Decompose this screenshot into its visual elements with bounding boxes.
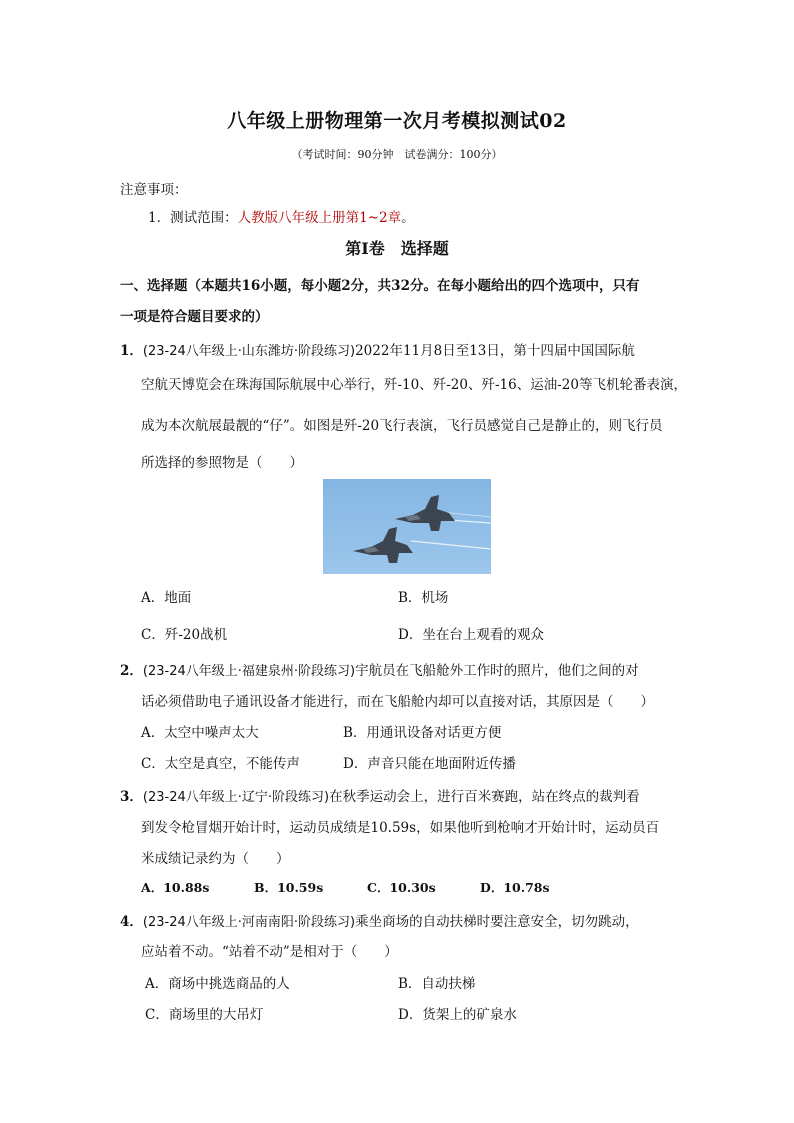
question-text: 宇航员在飞船舱外工作时的照片，他们之间的对 — [355, 663, 639, 679]
question-number: 3． — [120, 789, 143, 805]
q2-option-a: A．太空中噪声太大 — [141, 725, 259, 741]
question-text: 乘坐商场的自动扶梯时要注意安全，切勿跳动， — [355, 914, 639, 930]
j20-jets-photo — [323, 479, 491, 574]
q4-option-b: B．自动扶梯 — [398, 976, 476, 992]
question-source: (23-24八年级上·河南南阳·阶段练习) — [142, 915, 356, 930]
question-1-line-3: 成为本次航展最靓的“仔”。如图是歼-20飞行表演，飞行员感觉自己是静止的，则飞行员 — [141, 418, 663, 434]
question-source: (23-24八年级上·山东潍坊·阶段练习) — [142, 344, 356, 359]
jet-upper-icon — [395, 495, 455, 531]
question-text: 2022年11月8日至13日，第十四届中国国际航 — [355, 343, 635, 359]
part-heading-line1: 一、选择题（本题共16小题，每小题2分，共32分。在每小题给出的四个选项中，只有 — [120, 278, 640, 294]
q1-option-c: C．歼-20战机 — [141, 627, 228, 643]
q4-option-a: A．商场中挑选商品的人 — [145, 976, 290, 992]
q3-option-d: D．10.78s — [480, 880, 550, 895]
q1-option-b: B．机场 — [398, 590, 449, 606]
q1-option-a: A．地面 — [141, 590, 192, 606]
question-1-line-4: 所选择的参照物是（ ） — [141, 455, 303, 471]
section-title: 第Ⅰ卷 选择题 — [345, 239, 449, 258]
question-source: (23-24八年级上·辽宁·阶段练习) — [142, 790, 330, 805]
question-source: (23-24八年级上·福建泉州·阶段练习) — [142, 664, 356, 679]
question-2-line-1 — [120, 659, 639, 679]
q2-option-d: D．声音只能在地面附近传播 — [343, 756, 516, 772]
question-3-line-1 — [120, 785, 640, 805]
notice-item-scope: 人教版八年级上册第1~2章 — [237, 210, 402, 226]
notice-item — [148, 206, 415, 226]
page-title: 八年级上册物理第一次月考模拟测试02 — [227, 110, 567, 132]
question-2-line-2: 话必须借助电子通讯设备才能进行，而在飞船舱内却可以直接对话，其原因是（ ） — [141, 694, 654, 710]
q1-option-d: D．坐在台上观看的观众 — [398, 627, 544, 643]
question-number: 2． — [120, 663, 143, 679]
q3-option-b: B．10.59s — [254, 880, 324, 895]
q3-option-c: C．10.30s — [367, 880, 436, 895]
question-3-line-2: 到发令枪冒烟开始计时，运动员成绩是10.59s，如果他听到枪响才开始计时，运动员百 — [141, 820, 660, 836]
question-1-line-1 — [120, 339, 635, 359]
q2-option-b: B．用通讯设备对话更方便 — [343, 725, 502, 741]
part-heading-line2: 一项是符合题目要求的） — [120, 309, 269, 325]
question-4-line-2: 应站着不动。“站着不动”是相对于（ ） — [141, 944, 398, 960]
question-3-line-3: 米成绩记录约为（ ） — [141, 851, 290, 867]
exam-info: （考试时间：90分钟 试卷满分：100分） — [291, 148, 503, 161]
jet-lower-icon — [353, 527, 413, 563]
notice-item-prefix: 1．测试范围： — [148, 210, 238, 226]
question-number: 1． — [120, 343, 143, 359]
question-4-line-1 — [120, 910, 639, 930]
q2-option-c: C．太空是真空，不能传声 — [141, 756, 300, 772]
question-text: 在秋季运动会上，进行百米赛跑，站在终点的裁判看 — [329, 789, 640, 805]
question-1-line-2: 空航天博览会在珠海国际航展中心举行，歼-10、歼-20、歼-16、运油-20等飞机轮番表演， — [141, 377, 687, 393]
notice-label: 注意事项： — [120, 182, 188, 198]
notice-item-suffix: 。 — [401, 210, 415, 226]
q4-option-d: D．货架上的矿泉水 — [398, 1007, 517, 1023]
q3-option-a: A．10.88s — [141, 880, 210, 895]
question-number: 4． — [120, 914, 143, 930]
q4-option-c: C．商场里的大吊灯 — [145, 1007, 264, 1023]
